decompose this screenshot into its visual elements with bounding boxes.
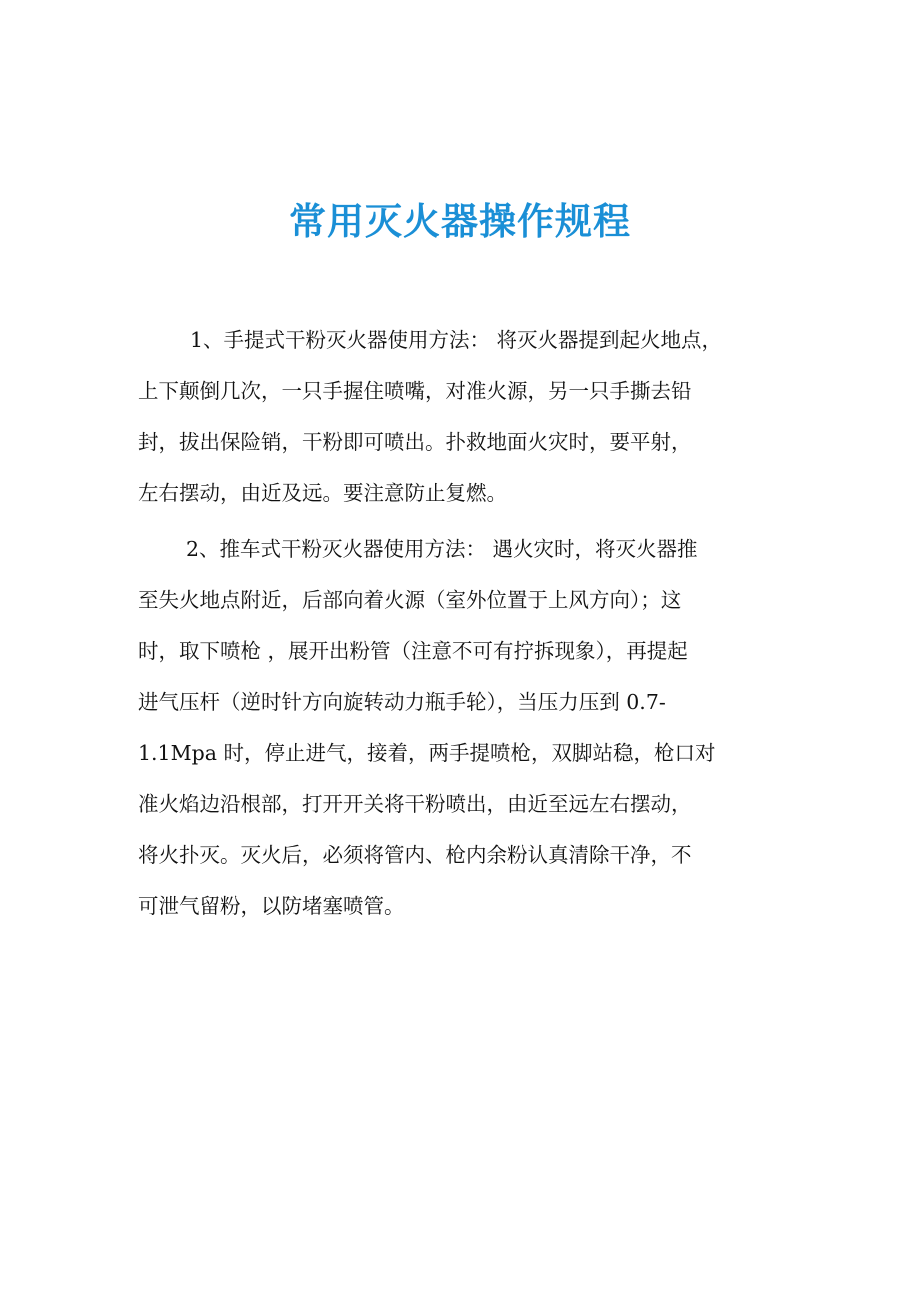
paragraph-line: 至失火地点附近，后部向着火源（室外位置于上风方向）；这 xyxy=(138,588,682,612)
paragraph-line: 上下颠倒几次，一只手握住喷嘴，对准火源，另一只手撕去铅 xyxy=(138,379,692,403)
paragraph-line: 可泄气留粉，以防堵塞喷管。 xyxy=(138,894,405,918)
paragraph-line: 封，拔出保险销，干粉即可喷出。扑救地面火灾时，要平射， xyxy=(138,430,692,454)
paragraph-line: 准火焰边沿根部，打开开关将干粉喷出，由近至远左右摆动， xyxy=(138,792,692,816)
paragraph-line: 2、推车式干粉灭火器使用方法： 遇火灾时，将灭火器推 xyxy=(186,537,698,561)
paragraph-cart-extinguisher xyxy=(138,524,784,932)
paragraph-line: 左右摆动，由近及远。要注意防止复燃。 xyxy=(138,481,507,505)
paragraph-line: 1.1Mpa 时，停止进气，接着，两手提喷枪，双脚站稳，枪口对 xyxy=(138,741,716,765)
paragraph-line: 1、手提式干粉灭火器使用方法： 将灭火器提到起火地点， xyxy=(190,328,723,352)
paragraph-line: 进气压杆（逆时针方向旋转动力瓶手轮），当压力压到 0.7- xyxy=(138,690,666,714)
paragraph-portable-extinguisher xyxy=(138,315,784,519)
document-title: 常用灭火器操作规程 xyxy=(289,200,631,243)
paragraph-line: 时，取下喷枪 ，展开出粉管（注意不可有拧拆现象），再提起 xyxy=(138,639,688,663)
paragraph-line: 将火扑灭。灭火后，必须将管内、枪内余粉认真清除干净，不 xyxy=(138,843,692,867)
